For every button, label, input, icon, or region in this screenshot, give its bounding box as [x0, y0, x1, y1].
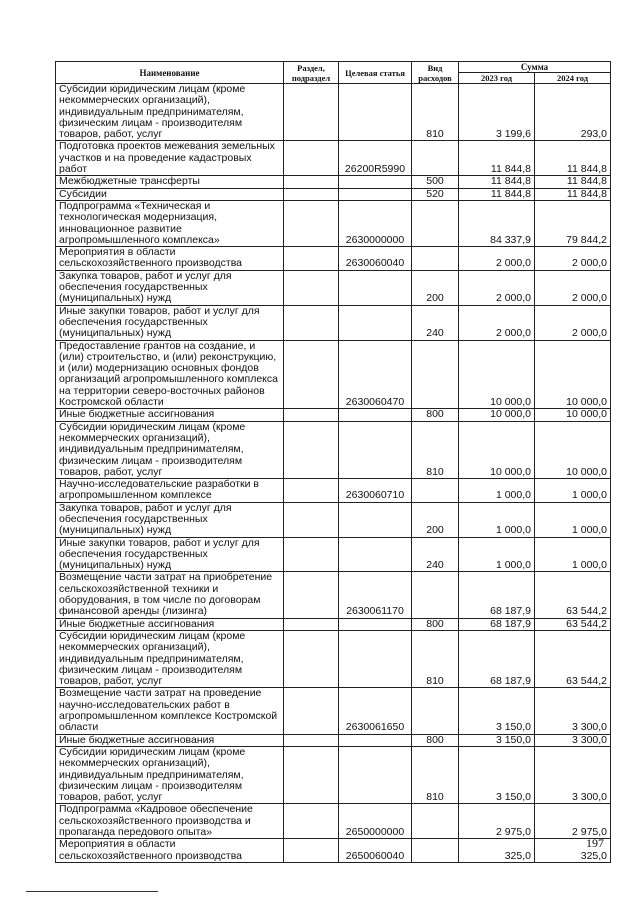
cell-2024: 10 000,0	[535, 421, 611, 478]
table-row	[56, 537, 611, 572]
cell-type: 200	[412, 270, 459, 305]
cell-2023: 325,0	[459, 839, 535, 863]
cell-2024: 63 544,2	[535, 630, 611, 687]
cell-target: 2630060710	[339, 479, 412, 503]
cell-2024: 1 000,0	[535, 502, 611, 537]
cell-section	[284, 572, 339, 618]
cell-name: Иные закупки товаров, работ и услуг для обеспечения государственных (муниципальных) нужд	[56, 537, 284, 572]
cell-2023: 84 337,9	[459, 200, 535, 246]
cell-target	[339, 734, 412, 746]
cell-2024: 3 300,0	[535, 746, 611, 803]
cell-2024: 63 544,2	[535, 572, 611, 618]
cell-2024: 11 844,8	[535, 176, 611, 188]
table-row	[56, 141, 611, 176]
table-row	[56, 270, 611, 305]
cell-2023: 2 000,0	[459, 247, 535, 271]
cell-2024: 293,0	[535, 84, 611, 141]
cell-type	[412, 839, 459, 863]
header-target: Целевая статья	[339, 62, 412, 84]
header-name: Наименование	[56, 62, 284, 84]
cell-section	[284, 270, 339, 305]
cell-type	[412, 479, 459, 503]
cell-2023: 10 000,0	[459, 340, 535, 409]
cell-name: Подпрограмма «Техническая и технологическая модернизация, инновационное развитие агропромышленного комплекса»	[56, 200, 284, 246]
cell-2024: 3 300,0	[535, 688, 611, 734]
cell-section	[284, 746, 339, 803]
cell-2023: 3 150,0	[459, 746, 535, 803]
cell-target: 2630000000	[339, 200, 412, 246]
cell-2023: 68 187,9	[459, 630, 535, 687]
cell-type	[412, 572, 459, 618]
cell-type	[412, 200, 459, 246]
table-row	[56, 188, 611, 200]
page-number: 197	[586, 836, 604, 850]
cell-section	[284, 340, 339, 409]
cell-2023: 11 844,8	[459, 188, 535, 200]
cell-target	[339, 421, 412, 478]
cell-target	[339, 188, 412, 200]
cell-name: Иные бюджетные ассигнования	[56, 734, 284, 746]
cell-type	[412, 804, 459, 839]
cell-type: 200	[412, 502, 459, 537]
cell-section	[284, 618, 339, 630]
cell-2024: 11 844,8	[535, 188, 611, 200]
header-year-2023: 2023 год	[459, 73, 535, 84]
cell-2024: 2 000,0	[535, 270, 611, 305]
footnote-divider	[26, 891, 158, 892]
cell-name: Иные закупки товаров, работ и услуг для обеспечения государственных (муниципальных) нужд	[56, 305, 284, 340]
cell-2024: 1 000,0	[535, 537, 611, 572]
cell-type: 810	[412, 84, 459, 141]
table-row	[56, 746, 611, 803]
cell-target	[339, 270, 412, 305]
cell-section	[284, 839, 339, 863]
cell-name: Возмещение части затрат на проведение научно-исследовательских работ в агропромышленном комплексе Костромской области	[56, 688, 284, 734]
cell-name: Иные бюджетные ассигнования	[56, 618, 284, 630]
cell-section	[284, 421, 339, 478]
cell-type	[412, 141, 459, 176]
cell-name: Субсидии юридическим лицам (кроме некоммерческих организаций), индивидуальным предпринимателям, физическим лицам - производителям товаров, работ, услуг	[56, 421, 284, 478]
cell-type: 800	[412, 409, 459, 421]
cell-target	[339, 176, 412, 188]
cell-2023: 68 187,9	[459, 572, 535, 618]
cell-target	[339, 630, 412, 687]
cell-section	[284, 200, 339, 246]
cell-target	[339, 409, 412, 421]
header-sum: Сумма	[459, 62, 611, 73]
cell-2024: 2 000,0	[535, 247, 611, 271]
cell-2024: 2 000,0	[535, 305, 611, 340]
cell-section	[284, 247, 339, 271]
table-body	[56, 84, 611, 863]
table-row	[56, 618, 611, 630]
cell-target	[339, 618, 412, 630]
cell-target: 2650060040	[339, 839, 412, 863]
cell-target: 2630061650	[339, 688, 412, 734]
cell-type: 800	[412, 734, 459, 746]
table-row	[56, 572, 611, 618]
cell-2023: 3 150,0	[459, 734, 535, 746]
cell-section	[284, 537, 339, 572]
table-row	[56, 247, 611, 271]
cell-name: Субсидии юридическим лицам (кроме некоммерческих организаций), индивидуальным предпринимателям, физическим лицам - производителям товаров, работ, услуг	[56, 746, 284, 803]
cell-section	[284, 734, 339, 746]
table-header	[56, 62, 611, 84]
table-row	[56, 630, 611, 687]
cell-2024: 3 300,0	[535, 734, 611, 746]
table-row	[56, 340, 611, 409]
table-row	[56, 84, 611, 141]
header-section: Раздел, подраздел	[284, 62, 339, 84]
cell-type	[412, 247, 459, 271]
cell-target	[339, 84, 412, 141]
cell-target	[339, 537, 412, 572]
cell-2024: 325,0	[535, 839, 611, 863]
cell-type: 810	[412, 746, 459, 803]
cell-section	[284, 688, 339, 734]
cell-2023: 1 000,0	[459, 537, 535, 572]
cell-type: 520	[412, 188, 459, 200]
cell-section	[284, 305, 339, 340]
cell-target: 26200R5990	[339, 141, 412, 176]
cell-section	[284, 141, 339, 176]
cell-2023: 10 000,0	[459, 421, 535, 478]
cell-target: 2650000000	[339, 804, 412, 839]
table-row	[56, 839, 611, 863]
cell-name: Научно-исследовательские разработки в агропромышленном комплексе	[56, 479, 284, 503]
cell-2023: 11 844,8	[459, 176, 535, 188]
table-row	[56, 734, 611, 746]
budget-table	[55, 61, 611, 863]
table-row	[56, 804, 611, 839]
cell-2024: 10 000,0	[535, 409, 611, 421]
cell-type	[412, 688, 459, 734]
cell-2023: 3 150,0	[459, 688, 535, 734]
cell-2024: 79 844,2	[535, 200, 611, 246]
cell-2023: 1 000,0	[459, 502, 535, 537]
cell-section	[284, 84, 339, 141]
cell-target	[339, 305, 412, 340]
table-row	[56, 305, 611, 340]
cell-2023: 10 000,0	[459, 409, 535, 421]
cell-name: Межбюджетные трансферты	[56, 176, 284, 188]
cell-name: Подпрограмма «Кадровое обеспечение сельскохозяйственного производства и пропаганда передового опыта»	[56, 804, 284, 839]
table-row	[56, 479, 611, 503]
table-row	[56, 176, 611, 188]
cell-section	[284, 804, 339, 839]
cell-target	[339, 502, 412, 537]
cell-2024: 10 000,0	[535, 340, 611, 409]
cell-section	[284, 502, 339, 537]
cell-name: Субсидии юридическим лицам (кроме некоммерческих организаций), индивидуальным предпринимателям, физическим лицам - производителям товаров, работ, услуг	[56, 84, 284, 141]
cell-section	[284, 188, 339, 200]
cell-name: Возмещение части затрат на приобретение сельскохозяйственной техники и оборудования, в том числе по договорам финансовой аренды (лизинга)	[56, 572, 284, 618]
cell-2024: 63 544,2	[535, 618, 611, 630]
header-type: Вид расходов	[412, 62, 459, 84]
cell-2023: 2 000,0	[459, 305, 535, 340]
cell-section	[284, 409, 339, 421]
table-row	[56, 200, 611, 246]
cell-2024: 1 000,0	[535, 479, 611, 503]
cell-2023: 68 187,9	[459, 618, 535, 630]
cell-2023: 3 199,6	[459, 84, 535, 141]
cell-name: Предоставление грантов на создание, и (или) строительство, и (или) реконструкцию, и (или) модернизацию основных фондов организаций агропромышленного комплекса на территории северо-восточных районов Костромской области	[56, 340, 284, 409]
table-row	[56, 688, 611, 734]
cell-2024: 2 975,0	[535, 804, 611, 839]
cell-target	[339, 746, 412, 803]
cell-type: 500	[412, 176, 459, 188]
cell-2023: 1 000,0	[459, 479, 535, 503]
cell-target: 2630061170	[339, 572, 412, 618]
cell-name: Субсидии	[56, 188, 284, 200]
cell-target: 2630060470	[339, 340, 412, 409]
cell-2023: 2 000,0	[459, 270, 535, 305]
cell-name: Закупка товаров, работ и услуг для обеспечения государственных (муниципальных) нужд	[56, 502, 284, 537]
header-year-2024: 2024 год	[535, 73, 611, 84]
cell-type: 810	[412, 630, 459, 687]
cell-2023: 11 844,8	[459, 141, 535, 176]
cell-type: 800	[412, 618, 459, 630]
cell-name: Подготовка проектов межевания земельных участков и на проведение кадастровых работ	[56, 141, 284, 176]
cell-name: Иные бюджетные ассигнования	[56, 409, 284, 421]
cell-type: 240	[412, 305, 459, 340]
cell-name: Мероприятия в области сельскохозяйственного производства	[56, 839, 284, 863]
cell-section	[284, 176, 339, 188]
cell-type: 240	[412, 537, 459, 572]
table-row	[56, 409, 611, 421]
cell-2023: 2 975,0	[459, 804, 535, 839]
cell-name: Субсидии юридическим лицам (кроме некоммерческих организаций), индивидуальным предпринимателям, физическим лицам - производителям товаров, работ, услуг	[56, 630, 284, 687]
cell-name: Закупка товаров, работ и услуг для обеспечения государственных (муниципальных) нужд	[56, 270, 284, 305]
table-row	[56, 502, 611, 537]
table-row	[56, 421, 611, 478]
cell-name: Мероприятия в области сельскохозяйственного производства	[56, 247, 284, 271]
cell-section	[284, 630, 339, 687]
cell-section	[284, 479, 339, 503]
cell-type: 810	[412, 421, 459, 478]
cell-type	[412, 340, 459, 409]
cell-target: 2630060040	[339, 247, 412, 271]
cell-2024: 11 844,8	[535, 141, 611, 176]
